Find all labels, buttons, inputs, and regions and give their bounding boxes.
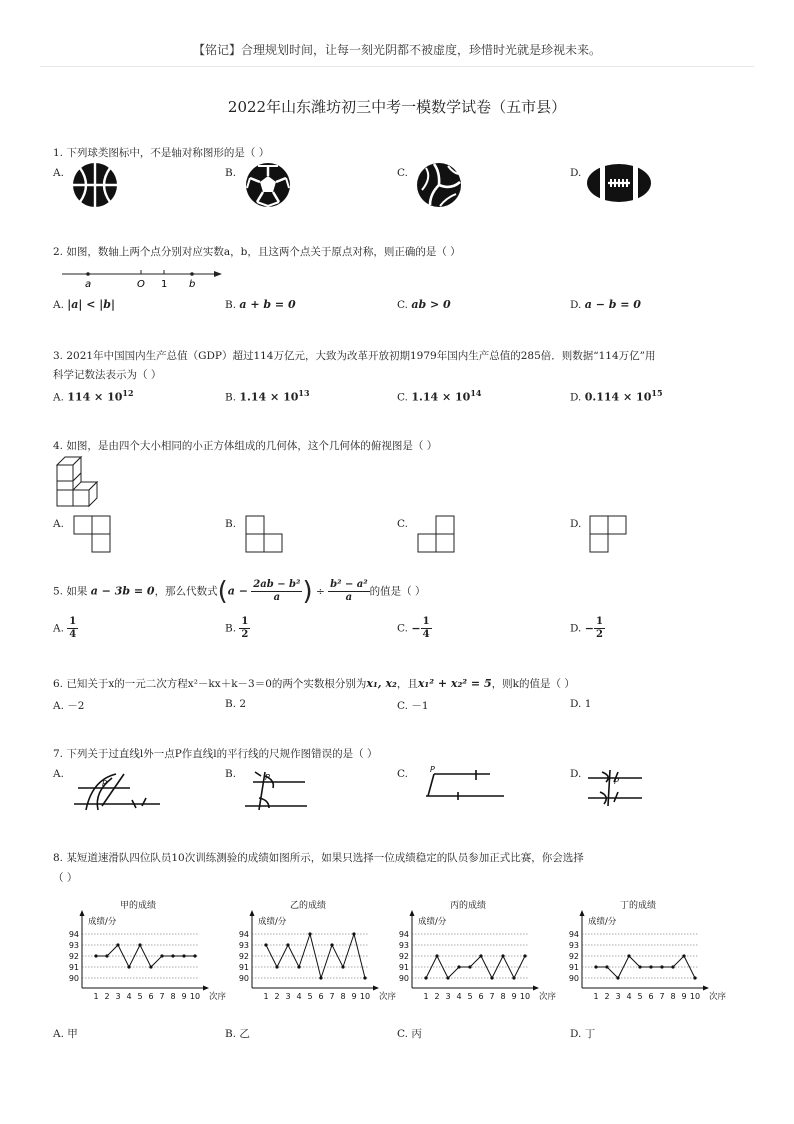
x-tick-label: 2 — [604, 992, 610, 1001]
q1-option-b-label[interactable]: B. — [225, 167, 237, 179]
question-3-stem-line1: 3. 2021年中国国内生产总值（GDP）超过114万亿元，大致为改革开放初期1979年国内生产总值的285倍．则数据“114万亿”用 — [53, 350, 656, 362]
y-tick-label: 90 — [238, 974, 249, 983]
x-tick-label: 6 — [648, 992, 654, 1001]
chart-title: 丁的成绩 — [619, 901, 657, 911]
x-tick-label: 4 — [456, 992, 462, 1001]
data-point — [105, 954, 108, 957]
q6-option-d[interactable]: D. 1 — [570, 698, 592, 710]
x-tick-label: 5 — [467, 992, 473, 1001]
x-tick-label: 2 — [104, 992, 110, 1001]
q6-option-c[interactable]: C. －1 — [397, 700, 429, 712]
series-line — [266, 934, 365, 978]
y-tick-label: 94 — [568, 930, 579, 939]
data-point — [594, 965, 597, 968]
number-line-figure — [62, 266, 222, 292]
question-7-stem: 7. 下列关于过直线l外一点P作直线l的平行线的尺规作图错误的是（ ） — [53, 748, 378, 760]
q4-option-a-view — [73, 515, 113, 555]
q7-option-a-label[interactable]: A. — [53, 768, 64, 780]
q4-option-d-view — [589, 515, 629, 555]
x-tick-label: 10 — [189, 992, 201, 1001]
q1-option-d-label[interactable]: D. — [570, 167, 582, 179]
y-axis-arrow — [80, 910, 85, 916]
data-point — [319, 976, 322, 979]
y-tick-label: 93 — [568, 941, 579, 950]
chart-xlabel: 次序 — [539, 992, 557, 1002]
y-tick-label: 93 — [238, 941, 249, 950]
q7-option-c-label[interactable]: C. — [397, 768, 408, 780]
q5-option-d[interactable]: D. − $\frac{1}{2}$ — [570, 616, 603, 640]
x-tick-label: 9 — [181, 992, 187, 1001]
x-tick-label: 10 — [689, 992, 701, 1001]
data-point — [138, 943, 141, 946]
y-tick-label: 91 — [238, 963, 249, 972]
chart-jia — [58, 896, 227, 1014]
cube-solid-figure — [56, 456, 106, 508]
x-tick-label: 7 — [159, 992, 165, 1001]
data-point — [660, 965, 663, 968]
data-point — [308, 932, 311, 935]
motto-header: 【铭记】合理规划时间，让每一刻光阴都不被虚度，珍惜时光就是珍视未来。 — [192, 43, 601, 57]
data-point — [264, 943, 267, 946]
y-tick-label: 90 — [68, 974, 79, 983]
svg-text:P: P — [265, 773, 270, 782]
svg-text:P: P — [102, 779, 107, 788]
data-point — [693, 976, 696, 979]
data-point — [649, 965, 652, 968]
chart-yi — [228, 896, 397, 1014]
data-point — [479, 954, 482, 957]
y-tick-label: 93 — [398, 941, 409, 950]
chart-ylabel: 成绩/分 — [588, 917, 617, 927]
x-tick-label: 9 — [511, 992, 517, 1001]
q3-option-c[interactable]: C. $1.14 \times 10^{14}$ — [397, 388, 482, 404]
chart-title: 乙的成绩 — [289, 901, 327, 911]
data-point — [116, 943, 119, 946]
q4-option-d-label[interactable]: D. — [570, 518, 582, 530]
y-tick-label: 92 — [568, 952, 579, 961]
question-3-stem-line2: 科学记数法表示为（ ） — [53, 369, 162, 381]
chart-ylabel: 成绩/分 — [418, 917, 447, 927]
q1-option-a-label[interactable]: A. — [53, 167, 64, 179]
x-tick-label: 3 — [285, 992, 291, 1001]
y-tick-label: 93 — [68, 941, 79, 950]
svg-text:P: P — [430, 765, 435, 774]
q2-option-a[interactable]: A. |a| < |b| — [53, 298, 115, 311]
data-point — [616, 976, 619, 979]
x-tick-label: 7 — [489, 992, 495, 1001]
x-tick-label: 2 — [274, 992, 280, 1001]
y-tick-label: 94 — [68, 930, 79, 939]
chart-title: 甲的成绩 — [119, 901, 157, 911]
data-point — [605, 965, 608, 968]
data-point — [457, 965, 460, 968]
data-point — [330, 943, 333, 946]
q6-option-a[interactable]: A. －2 — [53, 700, 85, 712]
x-tick-label: 8 — [170, 992, 176, 1001]
data-point — [490, 976, 493, 979]
series-line — [596, 956, 695, 978]
q4-option-b-view — [245, 515, 285, 555]
data-point — [682, 954, 685, 957]
data-point — [193, 954, 196, 957]
x-tick-label: 1 — [263, 992, 269, 1001]
x-tick-label: 8 — [670, 992, 676, 1001]
origin-label: O — [137, 279, 145, 290]
svg-text:P: P — [614, 777, 619, 786]
question-8-stem-line2: （ ） — [53, 872, 78, 884]
football-icon — [586, 163, 652, 203]
question-5-stem: 5. 如果 a − 3b = 0，那么代数式(a − $\frac{\text{2ab − b²}}{a}$ ) ÷ $\frac{\text{b² − a²}}{a}$ 的值是（ ） — [53, 576, 426, 607]
q8-option-b[interactable]: B. 乙 — [225, 1028, 250, 1040]
y-axis-arrow — [410, 910, 415, 916]
q7-construction-b — [243, 770, 313, 812]
question-6-stem: 6. 已知关于x的一元二次方程x²－kx＋k－3＝0的两个实数根分别为x₁, x₂，且x₁² + x₂² = 5，则k的值是（ ） — [53, 677, 575, 690]
data-point — [341, 965, 344, 968]
y-tick-label: 92 — [238, 952, 249, 961]
q4-option-b-label[interactable]: B. — [225, 518, 237, 530]
q8-option-a[interactable]: A. 甲 — [53, 1028, 78, 1040]
x-tick-label: 6 — [148, 992, 154, 1001]
y-tick-label: 90 — [568, 974, 579, 983]
q6-option-b[interactable]: B. 2 — [225, 698, 247, 710]
data-point — [512, 976, 515, 979]
q4-option-c-label[interactable]: C. — [397, 518, 408, 530]
y-tick-label: 92 — [398, 952, 409, 961]
data-point — [446, 976, 449, 979]
q8-option-c[interactable]: C. 丙 — [397, 1028, 422, 1040]
y-tick-label: 91 — [568, 963, 579, 972]
y-tick-label: 90 — [398, 974, 409, 983]
q4-option-c-view — [417, 515, 457, 555]
x-tick-label: 4 — [126, 992, 132, 1001]
data-point — [94, 954, 97, 957]
x-tick-label: 2 — [434, 992, 440, 1001]
q3-option-a[interactable]: A. $114 \times 10^{12}$ — [53, 388, 134, 404]
chart-ding — [558, 896, 728, 1014]
x-tick-label: 6 — [478, 992, 484, 1001]
q7-construction-a — [72, 770, 162, 812]
x-tick-label: 1 — [593, 992, 599, 1001]
series-line — [96, 945, 195, 967]
q7-construction-c — [426, 765, 506, 802]
data-point — [501, 954, 504, 957]
x-tick-label: 5 — [637, 992, 643, 1001]
data-point — [286, 943, 289, 946]
question-4-stem: 4. 如图，是由四个大小相同的小正方体组成的几何体，这个几何体的俯视图是（ ） — [53, 440, 438, 452]
chart-bing — [388, 896, 558, 1014]
data-point — [171, 954, 174, 957]
q2-option-c[interactable]: C. ab > 0 — [397, 298, 451, 311]
x-axis-arrow — [373, 986, 379, 991]
x-tick-label: 8 — [340, 992, 346, 1001]
q3-option-d[interactable]: D. $0.114 \times 10^{15}$ — [570, 388, 663, 404]
data-point — [160, 954, 163, 957]
x-axis-arrow — [703, 986, 709, 991]
x-tick-label: 6 — [318, 992, 324, 1001]
q7-option-d-label[interactable]: D. — [570, 768, 582, 780]
data-point — [363, 976, 366, 979]
x-tick-label: 10 — [359, 992, 371, 1001]
data-point — [523, 954, 526, 957]
point-a-label: a — [85, 279, 92, 290]
x-tick-label: 9 — [351, 992, 357, 1001]
q1-option-c-label[interactable]: C. — [397, 167, 408, 179]
y-tick-label: 94 — [238, 930, 249, 939]
x-tick-label: 7 — [659, 992, 665, 1001]
data-point — [468, 965, 471, 968]
q2-option-d[interactable]: D. a − b = 0 — [570, 298, 641, 311]
point-b-label: b — [189, 279, 196, 290]
x-tick-label: 8 — [500, 992, 506, 1001]
q5-option-c[interactable]: C. − $\frac{1}{4}$ — [397, 616, 430, 640]
data-point — [297, 965, 300, 968]
q8-option-d[interactable]: D. 丁 — [570, 1028, 596, 1040]
one-label: 1 — [161, 279, 168, 290]
data-point — [424, 976, 427, 979]
chart-xlabel: 次序 — [379, 992, 397, 1002]
data-point — [638, 965, 641, 968]
data-point — [627, 954, 630, 957]
soccer-ball-icon — [245, 162, 291, 208]
data-point — [671, 965, 674, 968]
y-axis-arrow — [580, 910, 585, 916]
data-point — [127, 965, 130, 968]
data-point — [149, 965, 152, 968]
x-tick-label: 7 — [329, 992, 335, 1001]
data-point — [435, 954, 438, 957]
y-tick-label: 94 — [398, 930, 409, 939]
x-axis-arrow — [533, 986, 539, 991]
x-axis-arrow — [203, 986, 209, 991]
q4-option-a-label[interactable]: A. — [53, 518, 64, 530]
x-tick-label: 3 — [445, 992, 451, 1001]
chart-xlabel: 次序 — [709, 992, 727, 1002]
volleyball-icon — [416, 162, 462, 208]
q5-option-a[interactable]: A. $\frac{1}{4}$ — [53, 616, 77, 640]
question-1-stem: 1. 下列球类图标中，不是轴对称图形的是（ ） — [53, 147, 270, 159]
x-tick-label: 5 — [307, 992, 313, 1001]
y-tick-label: 91 — [68, 963, 79, 972]
data-point — [352, 932, 355, 935]
chart-xlabel: 次序 — [209, 992, 227, 1002]
data-point — [182, 954, 185, 957]
basketball-icon — [72, 162, 118, 208]
y-axis-arrow — [250, 910, 255, 916]
q7-option-b-label[interactable]: B. — [225, 768, 237, 780]
data-point — [275, 965, 278, 968]
page-title: 2022年山东潍坊初三中考一模数学试卷（五市县） — [227, 98, 567, 116]
q5-option-b[interactable]: B. $\frac{1}{2}$ — [225, 616, 249, 640]
q3-option-b[interactable]: B. $1.14 \times 10^{13}$ — [225, 388, 310, 404]
x-tick-label: 9 — [681, 992, 687, 1001]
x-tick-label: 4 — [296, 992, 302, 1001]
question-2-stem: 2. 如图，数轴上两个点分别对应实数a，b，且这两个点关于原点对称，则正确的是（ ） — [53, 246, 461, 258]
x-tick-label: 3 — [615, 992, 621, 1001]
x-tick-label: 5 — [137, 992, 143, 1001]
x-tick-label: 4 — [626, 992, 632, 1001]
x-tick-label: 1 — [93, 992, 99, 1001]
y-tick-label: 91 — [398, 963, 409, 972]
y-tick-label: 92 — [68, 952, 79, 961]
chart-ylabel: 成绩/分 — [258, 917, 287, 927]
x-tick-label: 10 — [519, 992, 531, 1001]
x-tick-label: 3 — [115, 992, 121, 1001]
x-tick-label: 1 — [423, 992, 429, 1001]
q2-option-b[interactable]: B. a + b = 0 — [225, 298, 296, 311]
chart-title: 丙的成绩 — [449, 901, 487, 911]
q7-construction-d — [588, 768, 644, 808]
question-8-stem-line1: 8. 某短道速滑队四位队员10次训练测验的成绩如图所示，如果只选择一位成绩稳定的队员参加正式比赛，你会选择 — [53, 852, 584, 864]
header-divider — [40, 66, 754, 67]
chart-ylabel: 成绩/分 — [88, 917, 117, 927]
